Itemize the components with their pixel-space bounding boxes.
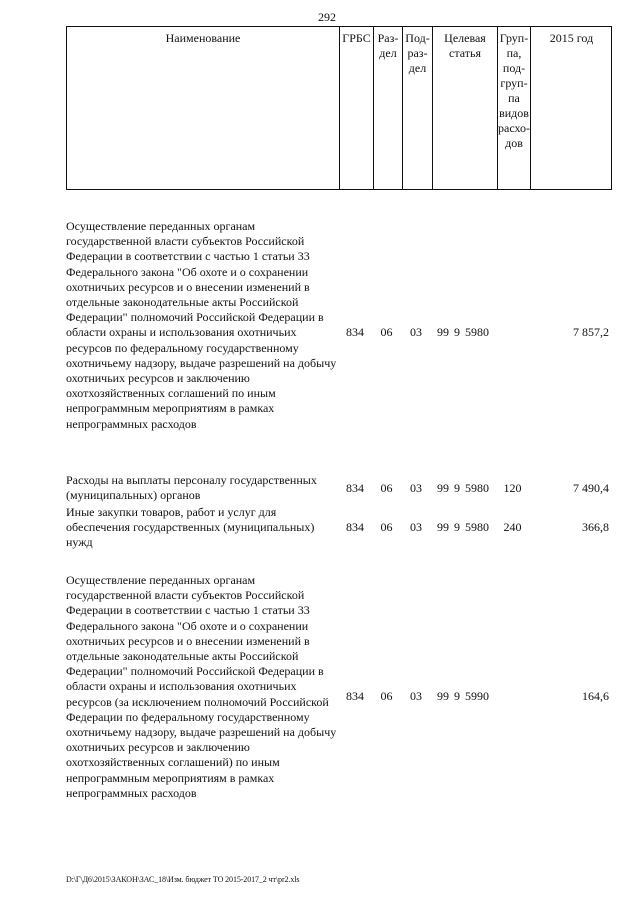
table-row [66,505,612,553]
row-grbs: 834 [346,325,364,339]
row-group: 240 [503,520,522,534]
header-podrazdel-line: дел [408,61,427,75]
row-name: Осуществление переданных органам государственной власти субъектов Российской Федерации в соответствии с частью 1 статьи 33 Федерального закона "Об охоте и о сохранении охотничьих ресурсов и о внесении изменений в отдельные законодательные акты Российской Федерации" полномочий Российской Федерации в области охраны и использования охотничьих ресурсов по федеральному государственному охотничьему надзору, выдаче разрешений на добычу охотничьих ресурсов и заключению охотхозяйственных соглашений по иным непрограммным мероприятиям в рамках непрограммных расходов [66,219,337,431]
row-podrazdel: 03 [410,520,422,534]
table-row [66,573,612,833]
page-number: 292 [318,10,336,24]
row-name: Иные закупки товаров, работ и услуг для обеспечения государственных (муниципальных) нужд [66,505,315,550]
header-year-label: 2015 год [549,31,594,45]
header-podrazdel-line: раз- [407,46,428,60]
table-row [66,219,612,449]
header-razdel [373,27,402,189]
row-grbs: 834 [346,481,364,495]
row-amount: 366,8 [582,520,609,534]
header-target-line: Целевая [444,31,486,45]
row-target: 99 9 5980 [437,325,489,339]
row-podrazdel: 03 [410,481,422,495]
table-row [66,473,612,507]
file-path-footer: D:\Г\Д6\2015\ЗАКОН\ЗАС_18\Изм. бюджет ТО 2015-2017_2 чт\pr2.xls [66,875,300,884]
row-podrazdel: 03 [410,689,422,703]
row-name: Расходы на выплаты персоналу государственных (муниципальных) органов [66,473,317,503]
row-amount: 164,6 [582,689,609,703]
header-group-line: дов [505,136,523,150]
row-amount: 7 490,4 [573,481,609,495]
row-amount: 7 857,2 [573,325,609,339]
row-name: Осуществление переданных органам государственной власти субъектов Российской Федерации в соответствии с частью 1 статьи 33 Федерального закона "Об охоте и о сохранении охотничьих ресурсов и о внесении изменений в отдельные законодательные акты Российской Федерации" полномочий Российской Федерации в области охраны и использования охотничьих ресурсов (за исключением полномочий Российской Федерации по федеральному государственному охотничьему надзору, выдаче разрешений на добычу охотничьих ресурсов и заключению охотхозяйственных соглашений) по иным непрограммным мероприятиям в рамках непрограммных расходов [66,573,337,800]
header-group-line: видов [499,106,529,120]
header-grbs-label: ГРБС [342,31,371,45]
row-grbs: 834 [346,520,364,534]
header-podrazdel [402,27,432,189]
row-target: 99 9 5980 [437,481,489,495]
header-razdel-line: дел [379,46,397,60]
table-header [66,26,612,190]
header-group-line: под- [502,61,526,75]
header-group-line: па, [506,46,522,60]
header-group-line: Груп- [499,31,529,45]
row-group: 120 [503,481,522,495]
row-grbs: 834 [346,689,364,703]
row-target: 99 9 5980 [437,520,489,534]
header-group-line: расхо- [498,121,531,135]
header-year [530,27,612,189]
header-razdel-line: Раз- [377,31,399,45]
header-name-label: Наименование [165,31,241,45]
row-razdel: 06 [380,520,393,534]
row-razdel: 06 [380,481,393,495]
header-grbs [339,27,373,189]
header-target [432,27,497,189]
header-podrazdel-line: Под- [405,31,430,45]
header-name [67,27,339,189]
header-group [497,27,530,189]
row-podrazdel: 03 [410,325,422,339]
header-target-line: статья [449,46,481,60]
header-group-line: груп- [500,76,528,90]
header-group-line: па [508,91,520,105]
row-razdel: 06 [380,325,393,339]
row-razdel: 06 [380,689,393,703]
row-target: 99 9 5990 [437,689,489,703]
